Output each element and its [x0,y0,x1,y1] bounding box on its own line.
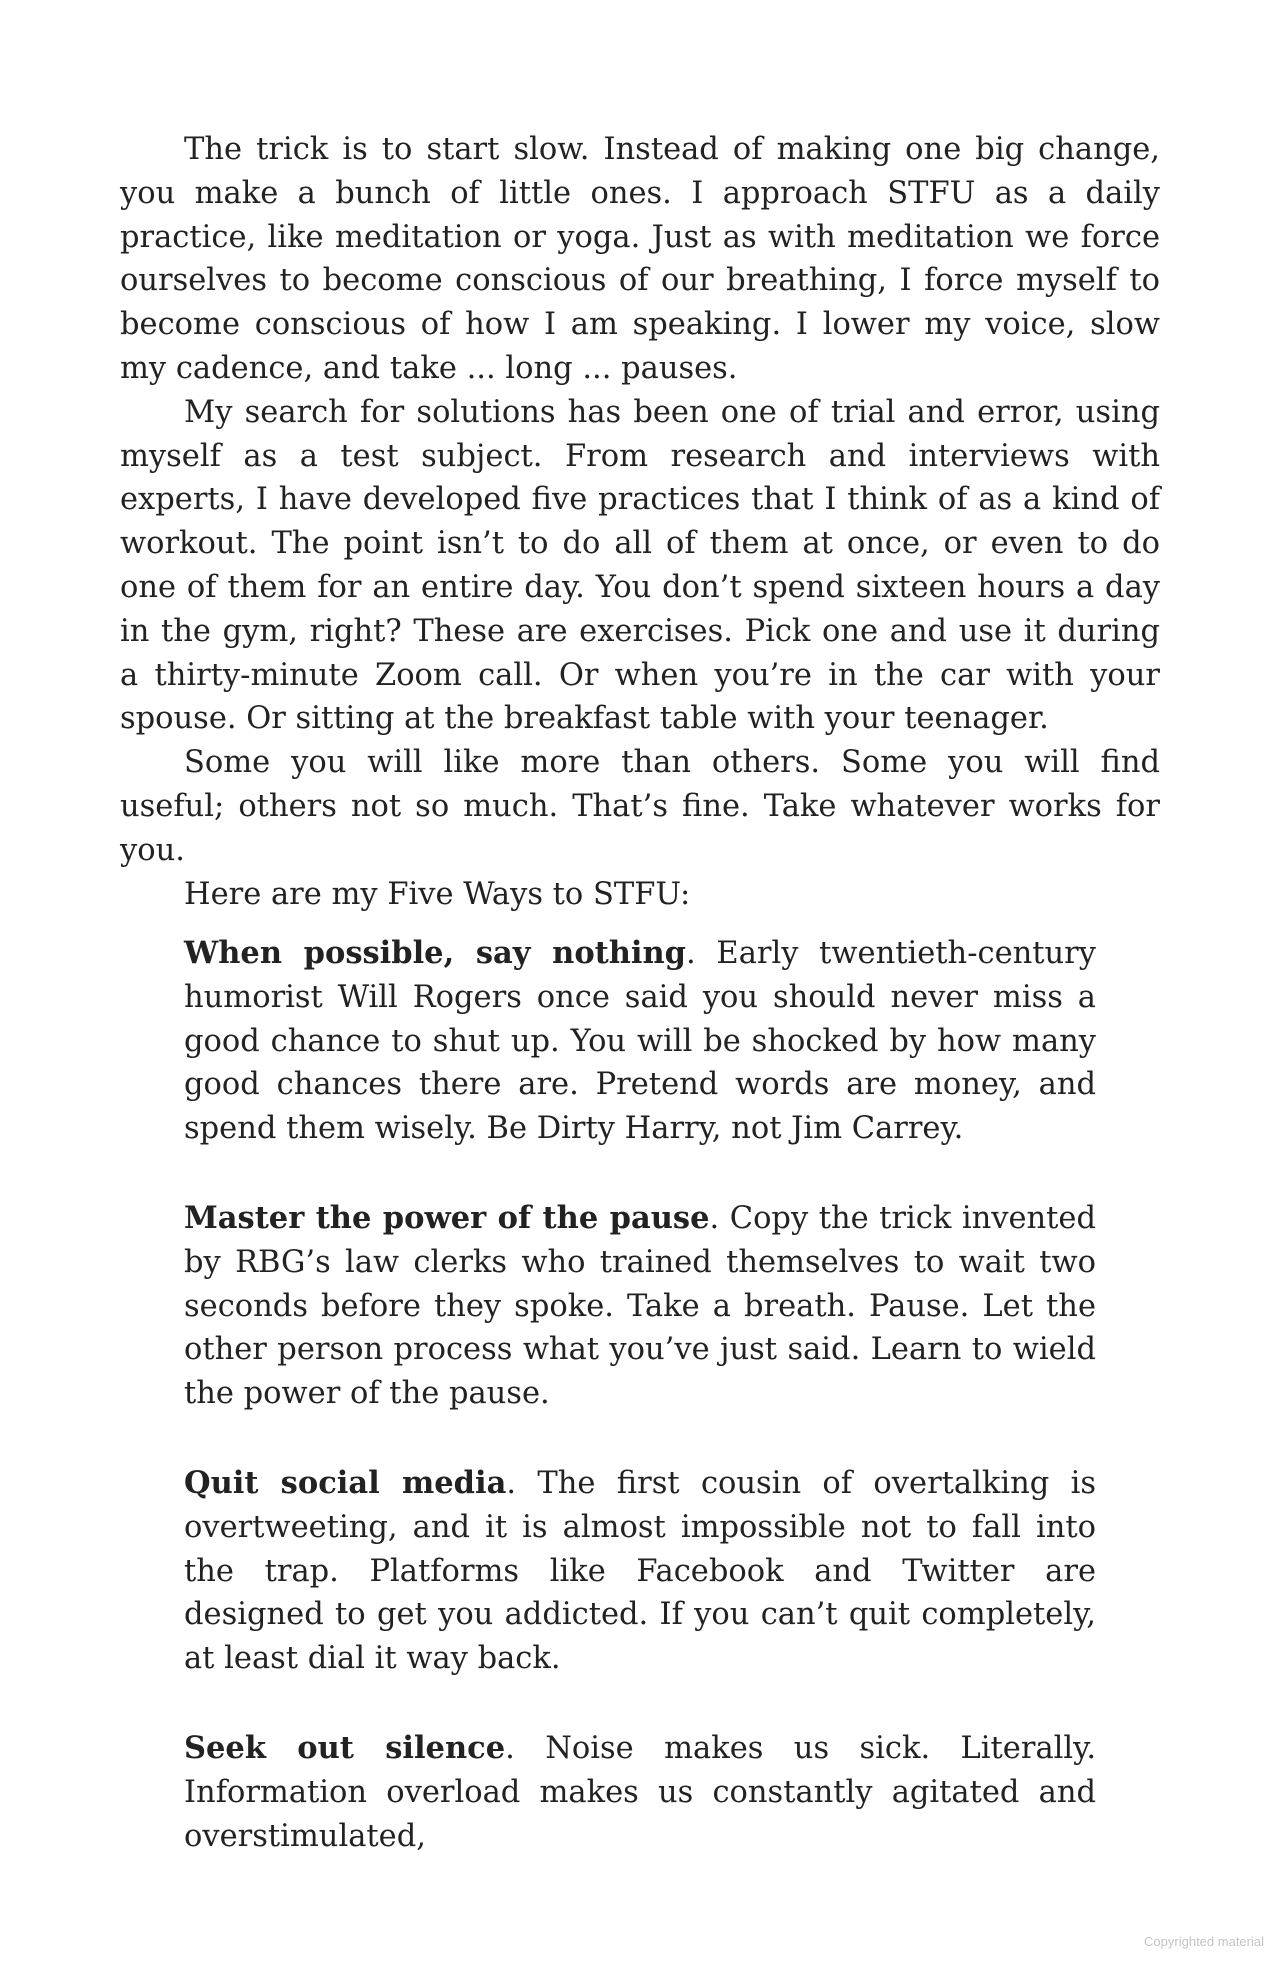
paragraph: Here are my Five Ways to STFU: [184,876,691,912]
copyright-watermark: Copyrighted material [1144,1934,1264,1949]
body-text [120,128,1160,916]
way-item-text [184,1197,1096,1416]
way-item-text [184,932,1096,1151]
way-item [184,1197,1096,1416]
paragraph: Some you will like more than others. Some you will find useful; others not so much. That’s fine. Take whatever works for you. [120,745,1160,868]
paragraph: The trick is to start slow. Instead of making one big change, you make a bunch of little ones. I approach STFU as a daily practice, like meditation or yoga. Just as with meditation we force ourselves to become conscious of our breathing, I force myself to become conscious of how I am speaking. I lower my voice, slow my cadence, and take ... long ... pauses. [120,132,1160,386]
way-item-title: Quit social media [184,1465,507,1501]
way-item [184,1462,1096,1681]
way-item-title: Seek out silence [184,1730,506,1766]
way-item [184,1727,1096,1858]
way-item-body: . Noise makes us sick. Literally. Information overload makes us constantly agitated and overstimulated, [184,1731,1097,1854]
way-item-body: . The first cousin of overtalking is overtweeting, and it is almost impossible not to fall into the trap. Platforms like Facebook and Twitter are designed to get you addicted. If you can’t quit completely, at least dial it way back. [184,1466,1096,1677]
way-item-title: Master the power of the pause [184,1200,710,1236]
way-item [184,932,1096,1151]
way-item-title: When possible, say nothing [184,935,687,971]
way-item-text [184,1462,1096,1681]
paragraph: My search for solutions has been one of trial and error, using myself as a test subject. From research and interviews with experts, I have developed five practices that I think of as a kind of workout. The point isn’t to do all of them at once, or even to do one of them for an entire day. You don’t spend sixteen hours a day in the gym, right? These are exercises. Pick one and use it during a thirty-minute Zoom call. Or when you’re in the car with your spouse. Or sitting at the breakfast table with your teenager. [120,394,1160,737]
way-item-body: . Copy the trick invented by RBG’s law clerks who trained themselves to wait two seconds before they spoke. Take a breath. Pause. Let the other person process what you’ve just said. Learn to wield the power of the pause. [184,1201,1097,1412]
way-item-body: . Early twentieth-century humorist Will Rogers once said you should never miss a good chance to shut up. You will be shocked by how many good chances there are. Pretend words are money, and spend them wisely. Be Dirty Harry, not Jim Carrey. [184,936,1096,1147]
way-item-text [184,1727,1096,1858]
